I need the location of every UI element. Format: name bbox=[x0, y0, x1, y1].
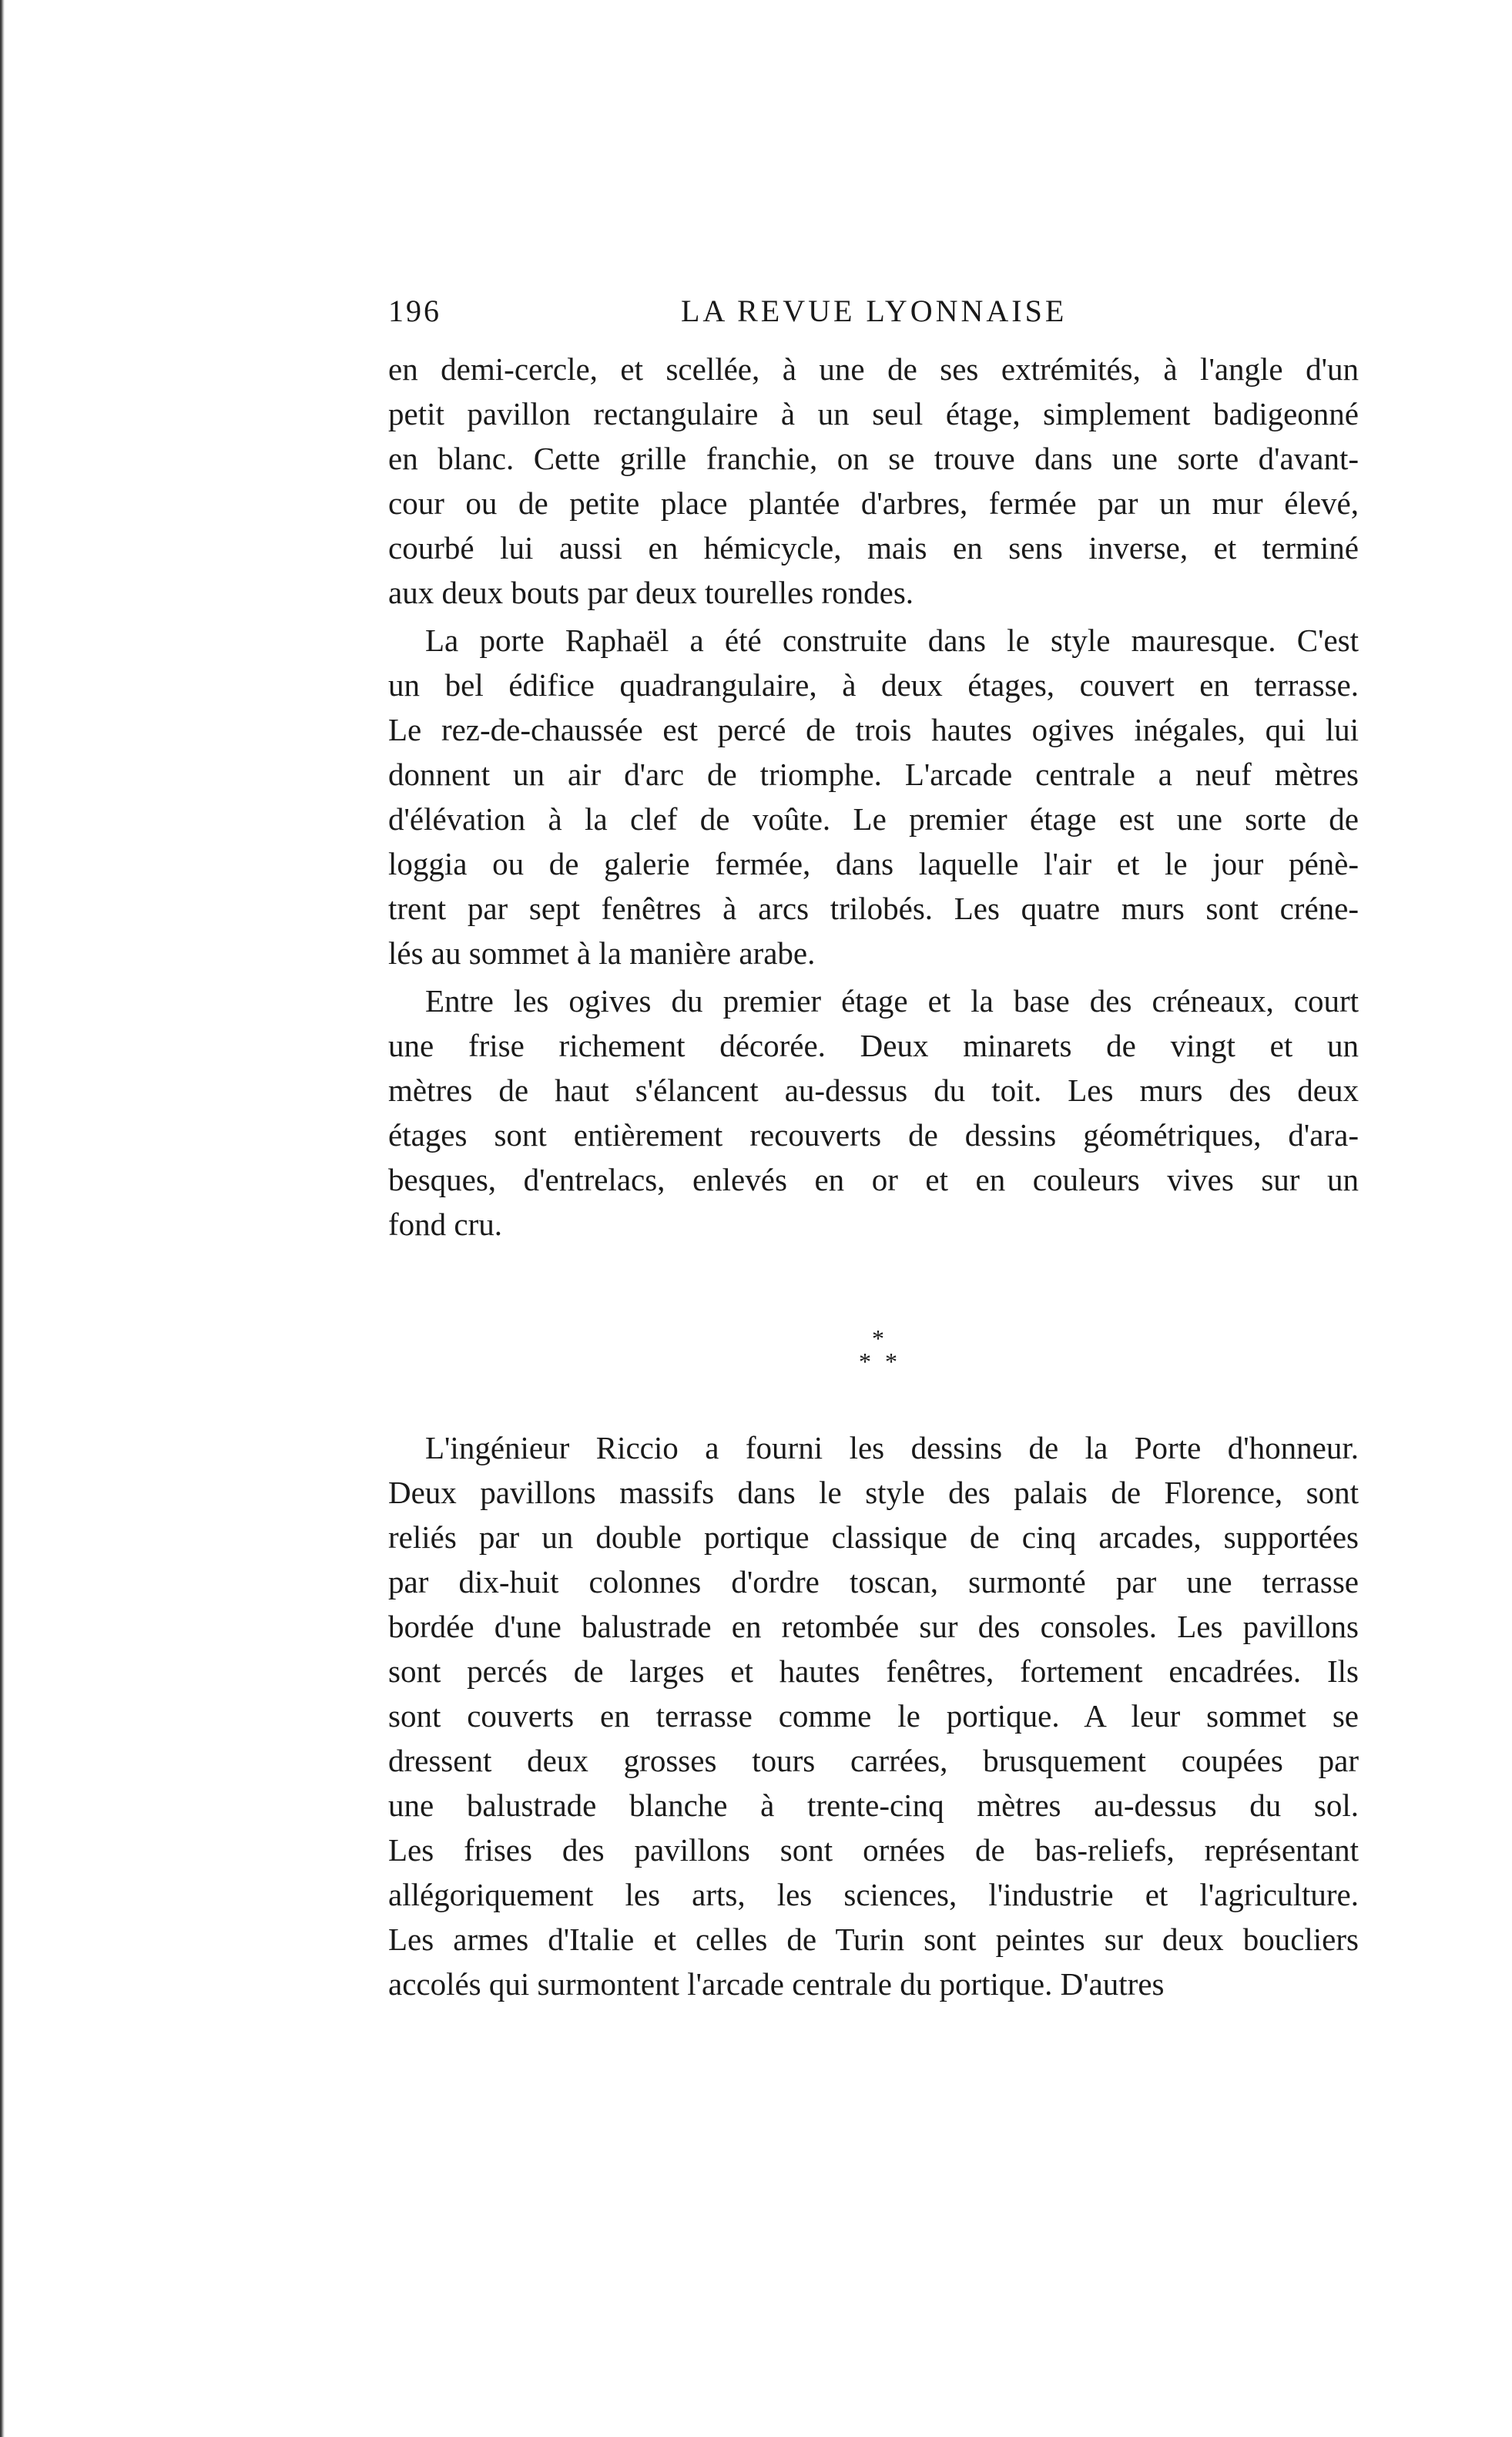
text-line: Entre les ogives du premier étage et la base des créneaux, court bbox=[425, 983, 1359, 1019]
text-line: fond cru. bbox=[388, 1207, 503, 1242]
text-line: loggia ou de galerie fermée, dans laquelle l'air et le jour pénè- bbox=[388, 846, 1359, 881]
text-line: en blanc. Cette grille franchie, on se trouve dans une sorte d'avant- bbox=[388, 441, 1359, 476]
text-line: en demi-cercle, et scellée, à une de ses extrémités, à l'angle d'un bbox=[388, 351, 1359, 387]
text-section-2 bbox=[388, 1425, 1359, 2009]
text-line: lés au sommet à la manière arabe. bbox=[388, 935, 816, 971]
text-line: besques, d'entrelacs, enlevés en or et en couleurs vives sur un bbox=[388, 1162, 1359, 1197]
paragraph bbox=[388, 1425, 1359, 2006]
text-line: une balustrade blanche à trente-cinq mètres au-dessus du sol. bbox=[388, 1787, 1359, 1823]
text-line: reliés par un double portique classique de cinq arcades, supportées bbox=[388, 1519, 1359, 1555]
text-line: un bel édifice quadrangulaire, à deux étages, couvert en terrasse. bbox=[388, 667, 1359, 703]
paragraph bbox=[388, 978, 1359, 1247]
text-line: mètres de haut s'élancent au-dessus du toit. Les murs des deux bbox=[388, 1072, 1359, 1108]
text-line: sont couverts en terrasse comme le portique. A leur sommet se bbox=[388, 1698, 1359, 1734]
text-line: Les armes d'Italie et celles de Turin sont peintes sur deux boucliers bbox=[388, 1922, 1359, 1957]
text-line: Le rez-de-chaussée est percé de trois hautes ogives inégales, qui lui bbox=[388, 712, 1359, 747]
text-line: Deux pavillons massifs dans le style des palais de Florence, sont bbox=[388, 1475, 1359, 1510]
text-line: courbé lui aussi en hémicycle, mais en sens inverse, et terminé bbox=[388, 530, 1359, 566]
text-line: une frise richement décorée. Deux minarets de vingt et un bbox=[388, 1028, 1359, 1063]
text-line: L'ingénieur Riccio a fourni les dessins de la Porte d'honneur. bbox=[425, 1430, 1359, 1465]
text-line: trent par sept fenêtres à arcs trilobés. Les quatre murs sont créne- bbox=[388, 891, 1359, 926]
running-head bbox=[388, 293, 1359, 342]
text-line: bordée d'une balustrade en retombée sur des consoles. Les pavillons bbox=[388, 1609, 1359, 1644]
text-line: La porte Raphaël a été construite dans le style mauresque. C'est bbox=[425, 623, 1359, 658]
text-line: accolés qui surmontent l'arcade centrale du portique. D'autres bbox=[388, 1966, 1165, 2002]
asterism-top-star: * bbox=[872, 1324, 884, 1352]
text-section-1 bbox=[388, 347, 1359, 1250]
page-edge-shadow bbox=[0, 0, 5, 2437]
text-line: dressent deux grosses tours carrées, brusquement coupées par bbox=[388, 1743, 1359, 1778]
text-line: par dix-huit colonnes d'ordre toscan, surmonté par une terrasse bbox=[388, 1564, 1359, 1599]
paragraph bbox=[388, 618, 1359, 975]
text-line: cour ou de petite place plantée d'arbres, fermée par un mur élevé, bbox=[388, 485, 1359, 521]
text-line: petit pavillon rectangulaire à un seul étage, simplement badigeonné bbox=[388, 396, 1359, 431]
text-line: sont percés de larges et hautes fenêtres, fortement encadrées. Ils bbox=[388, 1653, 1359, 1689]
text-line: allégoriquement les arts, les sciences, l'industrie et l'agriculture. bbox=[388, 1877, 1359, 1912]
text-line: donnent un air d'arc de triomphe. L'arcade centrale a neuf mètres bbox=[388, 757, 1359, 792]
text-line: étages sont entièrement recouverts de dessins géométriques, d'ara- bbox=[388, 1117, 1359, 1153]
asterism-bottom-stars: ** bbox=[859, 1348, 911, 1375]
running-title: LA REVUE LYONNAISE bbox=[681, 294, 1068, 328]
text-line: d'élévation à la clef de voûte. Le premier étage est une sorte de bbox=[388, 801, 1359, 837]
text-line: Les frises des pavillons sont ornées de bas-reliefs, représentant bbox=[388, 1832, 1359, 1868]
text-line: aux deux bouts par deux tourelles rondes. bbox=[388, 575, 914, 610]
asterism-separator bbox=[840, 1324, 917, 1381]
page-number: 196 bbox=[388, 294, 441, 328]
paragraph bbox=[388, 347, 1359, 615]
